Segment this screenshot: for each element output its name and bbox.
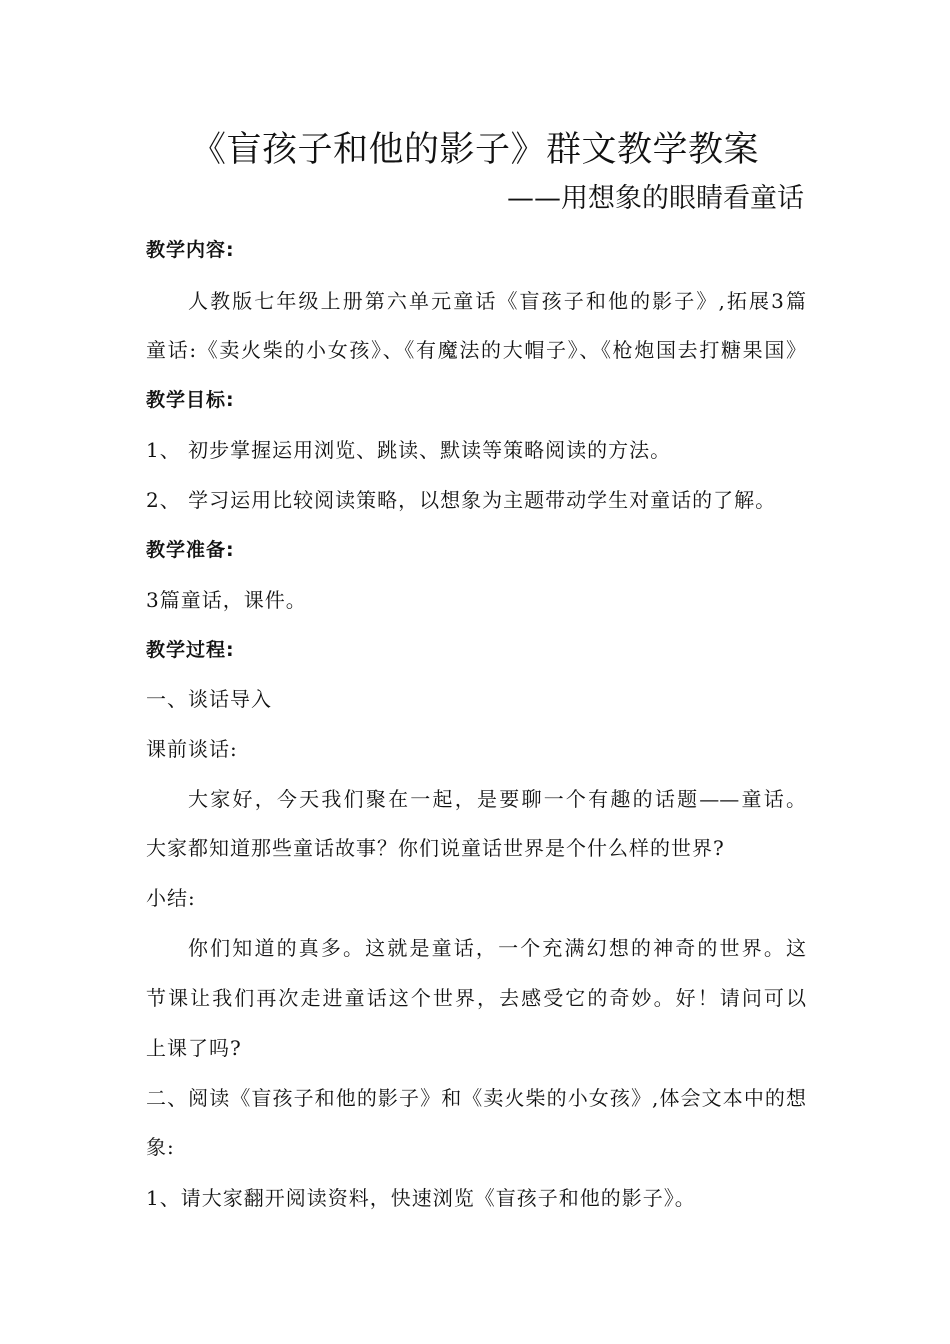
- summary-line-2: 节课让我们再次走进童话这个世界，去感受它的奇妙。好！请问可以: [146, 986, 806, 1010]
- process-heading: 教学过程:: [146, 639, 235, 661]
- content-heading: 教学内容:: [146, 239, 235, 261]
- summary-line-3: 上课了吗?: [146, 1036, 242, 1060]
- summary-label: 小结:: [146, 886, 196, 910]
- talk-line-1: 大家好，今天我们聚在一起，是要聊一个有趣的话题——童话。: [188, 787, 806, 811]
- content-line-1: 人教版七年级上册第六单元童话《盲孩子和他的影子》,拓展3篇: [188, 289, 806, 313]
- content-line-2: 童话:《卖火柴的小女孩》、《有魔法的大帽子》、《枪炮国去打糖果国》: [146, 338, 806, 362]
- section-2-heading-line-2: 象:: [146, 1135, 175, 1159]
- section-2-heading-line-1: 二、阅读《盲孩子和他的影子》和《卖火柴的小女孩》,体会文本中的想: [146, 1086, 806, 1110]
- goal-1: 1、 初步掌握运用浏览、跳读、默读等策略阅读的方法。: [146, 438, 672, 462]
- section-1-heading: 一、谈话导入: [146, 687, 272, 711]
- goals-heading: 教学目标:: [146, 389, 235, 411]
- pre-talk-label: 课前谈话:: [146, 737, 238, 761]
- goal-2: 2、 学习运用比较阅读策略，以想象为主题带动学生对童话的了解。: [146, 488, 777, 512]
- prep-heading: 教学准备:: [146, 539, 235, 561]
- document-subtitle: ——用想象的眼睛看童话: [507, 183, 804, 214]
- talk-line-2: 大家都知道那些童话故事？你们说童话世界是个什么样的世界?: [146, 836, 725, 860]
- summary-line-1: 你们知道的真多。这就是童话，一个充满幻想的神奇的世界。这: [188, 936, 806, 960]
- document-title: 《盲孩子和他的影子》群文教学教案: [190, 130, 759, 170]
- prep-text: 3篇童话，课件。: [146, 588, 307, 612]
- step-1: 1、请大家翻开阅读资料，快速浏览《盲孩子和他的影子》。: [146, 1186, 696, 1210]
